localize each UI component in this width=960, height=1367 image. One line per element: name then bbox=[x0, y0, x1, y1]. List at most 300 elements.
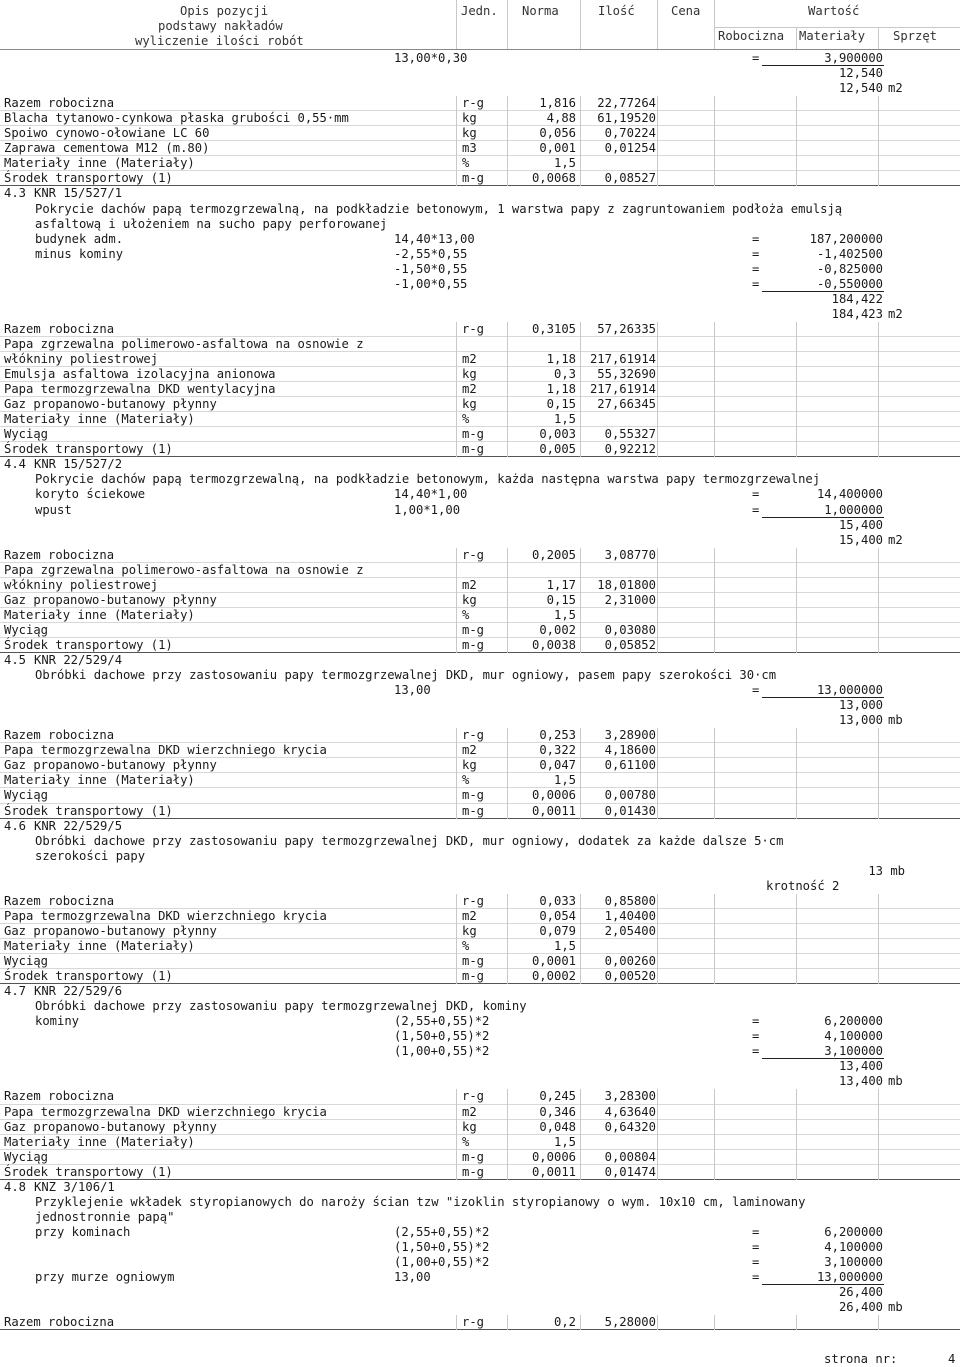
resource-name: Materiały inne (Materiały) bbox=[4, 156, 195, 171]
resource-name: Razem robocizna bbox=[4, 893, 115, 908]
measure-equals: = bbox=[752, 1270, 760, 1285]
resource-norm: 0,033 bbox=[539, 893, 576, 908]
measure-value: 187,200000 bbox=[809, 231, 883, 246]
resource-unit: r-g bbox=[462, 547, 485, 562]
resource-unit: m-g bbox=[462, 622, 485, 637]
position-number: 4.3 bbox=[4, 186, 27, 201]
column-divider bbox=[714, 96, 715, 186]
resource-name: Wyciąg bbox=[4, 1149, 49, 1164]
resource-name: Papa zgrzewalna polimerowo-asfaltowa na osnowie z bbox=[4, 336, 364, 351]
position-description: Przyklejenie wkładek styropianowych do naroży ścian tzw "izoklin styropianowy o wym. 10x10 cm, laminowany bbox=[35, 1194, 806, 1209]
row-rule bbox=[0, 456, 960, 457]
column-divider bbox=[657, 322, 658, 457]
column-divider bbox=[796, 322, 797, 457]
resource-name: Gaz propanowo-butanowy płynny bbox=[4, 758, 217, 773]
resource-unit: m2 bbox=[462, 382, 477, 397]
measure-value: 1,000000 bbox=[824, 502, 883, 517]
measure-formula: 14,40*1,00 bbox=[394, 487, 468, 502]
header-value-materials: Materiały bbox=[799, 29, 866, 43]
resource-norm: 0,0038 bbox=[531, 637, 576, 652]
resource-name: Materiały inne (Materiały) bbox=[4, 1134, 195, 1149]
resource-qty: 0,64320 bbox=[604, 1119, 656, 1134]
resource-norm: 0,003 bbox=[539, 427, 576, 442]
measure-value: 3,900000 bbox=[824, 51, 883, 65]
row-rule bbox=[0, 818, 960, 819]
header-value-equipment: Sprzęt bbox=[893, 29, 938, 43]
resource-unit: r-g bbox=[462, 893, 485, 908]
column-divider bbox=[580, 728, 581, 818]
position-code: KNR 15/527/1 bbox=[34, 186, 123, 201]
measure-formula: -1,50*0,55 bbox=[394, 261, 468, 276]
resource-name: Papa zgrzewalna polimerowo-asfaltowa na osnowie z bbox=[4, 562, 364, 577]
measure-value: 13,000000 bbox=[816, 683, 883, 698]
subtotal-value: 15,400 bbox=[838, 532, 883, 547]
column-divider bbox=[796, 1315, 797, 1330]
page-footer-label: strona nr: bbox=[824, 1352, 898, 1366]
column-divider bbox=[796, 894, 797, 984]
measure-formula: -1,00*0,55 bbox=[394, 276, 468, 291]
resource-unit: m-g bbox=[462, 969, 485, 984]
header-unit: Jedn. bbox=[461, 4, 498, 18]
resource-name: Wyciąg bbox=[4, 427, 49, 442]
measure-formula: 13,00 bbox=[394, 683, 431, 698]
resource-name: włókniny poliestrowej bbox=[4, 352, 159, 366]
row-rule bbox=[0, 1329, 960, 1330]
measure-value: 6,200000 bbox=[824, 1014, 883, 1029]
measure-value: 14,400000 bbox=[816, 487, 883, 502]
measure-formula: -2,55*0,55 bbox=[394, 246, 468, 261]
column-divider bbox=[657, 1089, 658, 1179]
resource-qty: 4,18600 bbox=[604, 743, 656, 758]
row-rule bbox=[0, 1179, 960, 1180]
resource-unit: kg bbox=[462, 758, 477, 773]
header-divider bbox=[657, 0, 658, 49]
resource-name: Razem robocizna bbox=[4, 1089, 115, 1104]
resource-name: Materiały inne (Materiały) bbox=[4, 607, 195, 622]
resource-qty: 1,40400 bbox=[604, 908, 656, 923]
header-divider bbox=[456, 0, 457, 49]
resource-norm: 0,0006 bbox=[531, 788, 576, 803]
resource-unit: % bbox=[462, 773, 470, 788]
subtotal-unit: m2 bbox=[888, 81, 903, 96]
page-number: 4 bbox=[948, 1352, 956, 1366]
resource-qty: 0,55327 bbox=[604, 427, 656, 442]
subtotal-value: 13,000 bbox=[838, 698, 883, 713]
resource-qty: 3,28900 bbox=[604, 728, 656, 743]
column-divider bbox=[456, 728, 457, 818]
resource-qty: 4,63640 bbox=[604, 1104, 656, 1119]
column-divider bbox=[580, 548, 581, 653]
resource-unit: % bbox=[462, 607, 470, 622]
resource-unit: m-g bbox=[462, 803, 485, 818]
position-number: 4.6 bbox=[4, 818, 27, 833]
position-code: KNZ 3/106/1 bbox=[34, 1179, 115, 1194]
column-divider bbox=[657, 894, 658, 984]
column-divider bbox=[507, 1315, 508, 1330]
resource-name: Emulsja asfaltowa izolacyjna anionowa bbox=[4, 367, 276, 382]
resource-norm: 0,048 bbox=[539, 1119, 576, 1134]
measure-equals: = bbox=[752, 231, 760, 246]
position-description: szerokości papy bbox=[35, 848, 146, 863]
resource-qty: 0,01474 bbox=[604, 1164, 656, 1179]
position-code: KNR 15/527/2 bbox=[34, 457, 123, 472]
measure-equals: = bbox=[752, 502, 760, 517]
resource-norm: 1,18 bbox=[546, 382, 576, 397]
resource-unit: m-g bbox=[462, 637, 485, 652]
measure-equals: = bbox=[752, 276, 760, 291]
header-norm: Norma bbox=[522, 4, 559, 18]
position-code: KNR 22/529/4 bbox=[34, 653, 123, 667]
resource-qty: 61,19520 bbox=[597, 111, 656, 126]
resource-norm: 0,3105 bbox=[531, 321, 576, 336]
measure-formula: (1,00+0,55)*2 bbox=[394, 1044, 490, 1059]
measure-value: -0,550000 bbox=[816, 276, 883, 291]
resource-name: Wyciąg bbox=[4, 788, 49, 803]
column-divider bbox=[507, 728, 508, 818]
column-divider bbox=[580, 322, 581, 457]
resource-norm: 0,0011 bbox=[531, 1164, 576, 1179]
subtotal-value: 15,400 bbox=[838, 517, 883, 532]
column-divider bbox=[456, 96, 457, 186]
header-price: Cena bbox=[671, 4, 701, 18]
measure-equals: = bbox=[752, 1239, 760, 1254]
resource-qty: 22,77264 bbox=[597, 96, 656, 111]
measure-formula: 13,00 bbox=[394, 1270, 431, 1285]
column-divider bbox=[878, 96, 879, 186]
resource-unit: m2 bbox=[462, 352, 477, 366]
measure-value: -1,402500 bbox=[816, 246, 883, 261]
column-divider bbox=[580, 894, 581, 984]
column-divider bbox=[507, 322, 508, 457]
quantity-total: 13 mb bbox=[868, 863, 905, 878]
resource-qty: 2,31000 bbox=[604, 592, 656, 607]
resource-norm: 0,002 bbox=[539, 622, 576, 637]
resource-norm: 0,005 bbox=[539, 442, 576, 457]
column-divider bbox=[507, 894, 508, 984]
resource-qty: 3,28300 bbox=[604, 1089, 656, 1104]
measure-label: przy murze ogniowym bbox=[35, 1270, 175, 1285]
resource-norm: 1,5 bbox=[553, 607, 576, 622]
resource-unit: m-g bbox=[462, 171, 485, 186]
column-divider bbox=[796, 1089, 797, 1179]
measure-formula: 13,00*0,30 bbox=[394, 51, 468, 65]
resource-qty: 217,61914 bbox=[589, 352, 656, 366]
column-divider bbox=[507, 96, 508, 186]
resource-norm: 0,245 bbox=[539, 1089, 576, 1104]
measure-formula: 14,40*13,00 bbox=[394, 231, 475, 246]
resource-norm: 1,5 bbox=[553, 412, 576, 427]
resource-norm: 0,079 bbox=[539, 923, 576, 938]
resource-unit: r-g bbox=[462, 1089, 485, 1104]
measure-value: 13,000000 bbox=[816, 1270, 883, 1285]
resource-qty: 0,70224 bbox=[604, 126, 656, 141]
resource-unit: % bbox=[462, 1134, 470, 1149]
subtotal-unit: m2 bbox=[888, 306, 903, 321]
measure-formula: (1,50+0,55)*2 bbox=[394, 1239, 490, 1254]
subtotal-unit: mb bbox=[888, 1074, 903, 1089]
resource-qty: 5,28000 bbox=[604, 1315, 656, 1330]
subtotal-value: 13,400 bbox=[838, 1059, 883, 1074]
position-description: Obróbki dachowe przy zastosowaniu papy termozgrzewalnej DKD, mur ogniowy, pasem papy szerokości 30·cm bbox=[35, 668, 777, 683]
resource-norm: 1,5 bbox=[553, 1134, 576, 1149]
measure-label: kominy bbox=[35, 1014, 80, 1029]
resource-norm: 0,054 bbox=[539, 908, 576, 923]
column-divider bbox=[714, 1089, 715, 1179]
column-divider bbox=[456, 548, 457, 653]
resource-unit: r-g bbox=[462, 1315, 485, 1330]
resource-name: Zaprawa cementowa M12 (m.80) bbox=[4, 141, 210, 156]
header-divider bbox=[714, 0, 715, 49]
resource-norm: 0,0002 bbox=[531, 969, 576, 984]
subtotal-value: 184,422 bbox=[831, 291, 883, 306]
subtotal-unit: m2 bbox=[888, 532, 903, 547]
measure-formula: (1,00+0,55)*2 bbox=[394, 1255, 490, 1269]
position-description: asfaltową i ułożeniem na sucho papy perforowanej bbox=[35, 216, 388, 231]
resource-unit: % bbox=[462, 156, 470, 171]
column-divider bbox=[657, 728, 658, 818]
resource-name: włókniny poliestrowej bbox=[4, 577, 159, 592]
position-description: Pokrycie dachów papą termozgrzewalną, na podkładzie betonowym, każda następna warstwa papy termozgrzewalnej bbox=[35, 472, 821, 487]
position-description: jednostronnie papą" bbox=[35, 1209, 175, 1224]
measure-equals: = bbox=[752, 1029, 760, 1044]
subtotal-unit: mb bbox=[888, 713, 903, 728]
resource-name: Środek transportowy (1) bbox=[4, 171, 173, 186]
resource-name: Środek transportowy (1) bbox=[4, 637, 173, 652]
resource-norm: 0,056 bbox=[539, 126, 576, 141]
resource-unit: kg bbox=[462, 592, 477, 607]
resource-norm: 0,0006 bbox=[531, 1149, 576, 1164]
resource-unit: m2 bbox=[462, 743, 477, 758]
resource-name: Gaz propanowo-butanowy płynny bbox=[4, 592, 217, 607]
resource-unit: m2 bbox=[462, 1104, 477, 1119]
resource-unit: m-g bbox=[462, 427, 485, 442]
resource-name: Gaz propanowo-butanowy płynny bbox=[4, 923, 217, 938]
measure-label: wpust bbox=[35, 502, 72, 517]
resource-qty: 0,00520 bbox=[604, 969, 656, 984]
column-divider bbox=[878, 322, 879, 457]
resource-qty: 0,01254 bbox=[604, 141, 656, 156]
resource-qty: 217,61914 bbox=[589, 382, 656, 397]
resource-norm: 0,15 bbox=[546, 592, 576, 607]
measure-formula: (1,50+0,55)*2 bbox=[394, 1029, 490, 1044]
column-divider bbox=[796, 96, 797, 186]
column-divider bbox=[714, 1315, 715, 1330]
header-divider bbox=[796, 28, 797, 49]
position-description: Pokrycie dachów papą termozgrzewalną, na podkładzie betonowym, 1 warstwa papy z zagruntowaniem podłoża emulsją bbox=[35, 201, 843, 216]
resource-norm: 0,3 bbox=[553, 367, 576, 382]
measure-equals: = bbox=[752, 51, 760, 65]
resource-name: Papa termozgrzewalna DKD wierzchniego krycia bbox=[4, 908, 327, 923]
resource-unit: % bbox=[462, 412, 470, 427]
column-divider bbox=[456, 894, 457, 984]
resource-norm: 1,5 bbox=[553, 938, 576, 953]
resource-unit: kg bbox=[462, 367, 477, 382]
resource-unit: m3 bbox=[462, 141, 477, 156]
subtotal-value: 13,000 bbox=[838, 713, 883, 728]
column-divider bbox=[878, 1315, 879, 1330]
measure-value: -0,825000 bbox=[816, 261, 883, 276]
resource-qty: 55,32690 bbox=[597, 367, 656, 382]
resource-unit: m-g bbox=[462, 442, 485, 457]
header-bottom-rule bbox=[0, 49, 960, 50]
resource-name: Blacha tytanowo-cynkowa płaska grubości 0,55·mm bbox=[4, 111, 349, 126]
resource-unit: kg bbox=[462, 1119, 477, 1134]
header-value-rule bbox=[714, 27, 960, 28]
column-divider bbox=[657, 1315, 658, 1330]
column-divider bbox=[796, 728, 797, 818]
measure-value: 3,100000 bbox=[824, 1044, 883, 1059]
header-divider bbox=[580, 0, 581, 49]
position-number: 4.4 bbox=[4, 457, 27, 472]
measure-value: 4,100000 bbox=[824, 1239, 883, 1254]
header-divider bbox=[878, 28, 879, 49]
row-rule bbox=[0, 983, 960, 984]
header-value: Wartość bbox=[808, 4, 860, 18]
resource-unit: kg bbox=[462, 111, 477, 126]
resource-name: Wyciąg bbox=[4, 622, 49, 637]
measure-equals: = bbox=[752, 261, 760, 276]
resource-norm: 0,253 bbox=[539, 728, 576, 743]
subtotal-value: 26,400 bbox=[838, 1300, 883, 1315]
resource-qty: 0,08527 bbox=[604, 171, 656, 186]
resource-qty: 18,01800 bbox=[597, 577, 656, 592]
resource-unit: m2 bbox=[462, 577, 477, 592]
resource-name: Gaz propanowo-butanowy płynny bbox=[4, 397, 217, 412]
measure-label: minus kominy bbox=[35, 246, 124, 261]
resource-norm: 0,322 bbox=[539, 743, 576, 758]
resource-unit: m-g bbox=[462, 1164, 485, 1179]
resource-norm: 0,15 bbox=[546, 397, 576, 412]
column-divider bbox=[456, 1089, 457, 1179]
measure-label: koryto ściekowe bbox=[35, 487, 146, 502]
resource-unit: kg bbox=[462, 126, 477, 141]
resource-name: Papa termozgrzewalna DKD wierzchniego krycia bbox=[4, 1104, 327, 1119]
column-divider bbox=[456, 1315, 457, 1330]
column-divider bbox=[878, 894, 879, 984]
resource-unit: kg bbox=[462, 923, 477, 938]
measure-label: przy kominach bbox=[35, 1224, 131, 1239]
measure-value: 4,100000 bbox=[824, 1029, 883, 1044]
row-rule bbox=[0, 652, 960, 653]
column-divider bbox=[714, 322, 715, 457]
resource-name: Materiały inne (Materiały) bbox=[4, 412, 195, 427]
position-number: 4.5 bbox=[4, 653, 27, 667]
resource-qty: 27,66345 bbox=[597, 397, 656, 412]
resource-norm: 1,5 bbox=[553, 156, 576, 171]
resource-unit: r-g bbox=[462, 96, 485, 111]
position-code: KNR 22/529/5 bbox=[34, 818, 123, 833]
resource-name: Razem robocizna bbox=[4, 728, 115, 743]
resource-unit: m2 bbox=[462, 908, 477, 923]
measure-equals: = bbox=[752, 246, 760, 261]
column-divider bbox=[714, 548, 715, 653]
subtotal-unit: mb bbox=[888, 1300, 903, 1315]
column-divider bbox=[580, 96, 581, 186]
resource-unit: m-g bbox=[462, 954, 485, 968]
header-desc-line-1: Opis pozycji bbox=[180, 4, 269, 18]
header-value-labor: Robocizna bbox=[718, 29, 785, 43]
resource-unit: m-g bbox=[462, 1149, 485, 1164]
position-description: Obróbki dachowe przy zastosowaniu papy termozgrzewalnej DKD, kominy bbox=[35, 999, 527, 1014]
resource-norm: 0,0068 bbox=[531, 171, 576, 186]
resource-qty: 0,61100 bbox=[604, 758, 656, 773]
header-desc-line-2: podstawy nakładów bbox=[158, 19, 283, 33]
column-divider bbox=[580, 1089, 581, 1179]
resource-name: Razem robocizna bbox=[4, 96, 115, 111]
column-divider bbox=[507, 548, 508, 653]
resource-qty: 0,05852 bbox=[604, 637, 656, 652]
resource-norm: 1,5 bbox=[553, 773, 576, 788]
resource-name: Środek transportowy (1) bbox=[4, 1164, 173, 1179]
measure-equals: = bbox=[752, 1255, 760, 1269]
resource-name: Materiały inne (Materiały) bbox=[4, 938, 195, 953]
column-divider bbox=[456, 322, 457, 457]
column-divider bbox=[878, 1089, 879, 1179]
header-desc-line-3: wyliczenie ilości robót bbox=[135, 34, 304, 48]
measure-equals: = bbox=[752, 1224, 760, 1239]
column-divider bbox=[878, 548, 879, 653]
resource-name: Papa termozgrzewalna DKD wierzchniego krycia bbox=[4, 743, 327, 758]
column-divider bbox=[657, 96, 658, 186]
header-divider bbox=[507, 0, 508, 49]
column-divider bbox=[796, 548, 797, 653]
resource-name: Gaz propanowo-butanowy płynny bbox=[4, 1119, 217, 1134]
resource-qty: 0,92212 bbox=[604, 442, 656, 457]
resource-norm: 1,17 bbox=[546, 577, 576, 592]
column-divider bbox=[714, 894, 715, 984]
resource-norm: 1,816 bbox=[539, 96, 576, 111]
resource-name: Materiały inne (Materiały) bbox=[4, 773, 195, 788]
resource-norm: 0,2 bbox=[553, 1315, 576, 1330]
resource-norm: 4,88 bbox=[546, 111, 576, 126]
position-code: KNR 22/529/6 bbox=[34, 984, 123, 999]
multiplier-label: krotność 2 bbox=[766, 878, 840, 893]
measure-value: 6,200000 bbox=[824, 1224, 883, 1239]
measure-formula: 1,00*1,00 bbox=[394, 502, 461, 517]
resource-qty: 0,01430 bbox=[604, 803, 656, 818]
resource-qty: 2,05400 bbox=[604, 923, 656, 938]
resource-qty: 0,85800 bbox=[604, 893, 656, 908]
resource-qty: 0,00780 bbox=[604, 788, 656, 803]
measure-equals: = bbox=[752, 1044, 760, 1059]
column-divider bbox=[507, 1089, 508, 1179]
resource-unit: r-g bbox=[462, 321, 485, 336]
resource-unit: kg bbox=[462, 397, 477, 412]
column-divider bbox=[878, 728, 879, 818]
resource-name: Spoiwo cynowo-ołowiane LC 60 bbox=[4, 126, 210, 141]
measure-label: budynek adm. bbox=[35, 231, 124, 246]
column-divider bbox=[580, 1315, 581, 1330]
resource-norm: 0,346 bbox=[539, 1104, 576, 1119]
column-divider bbox=[657, 548, 658, 653]
resource-unit: % bbox=[462, 938, 470, 953]
resource-qty: 3,08770 bbox=[604, 547, 656, 562]
resource-norm: 0,0001 bbox=[531, 954, 576, 968]
subtotal-value: 184,423 bbox=[831, 306, 883, 321]
measure-equals: = bbox=[752, 1014, 760, 1029]
resource-qty: 0,03080 bbox=[604, 622, 656, 637]
measure-formula: (2,55+0,55)*2 bbox=[394, 1224, 490, 1239]
header-qty: Ilość bbox=[598, 4, 635, 18]
subtotal-value: 12,540 bbox=[838, 81, 883, 96]
subtotal-value: 26,400 bbox=[838, 1285, 883, 1300]
resource-name: Razem robocizna bbox=[4, 321, 115, 336]
row-rule bbox=[0, 185, 960, 186]
resource-norm: 0,0011 bbox=[531, 803, 576, 818]
resource-norm: 0,047 bbox=[539, 758, 576, 773]
measure-equals: = bbox=[752, 683, 760, 698]
resource-qty: 0,00260 bbox=[604, 954, 656, 968]
